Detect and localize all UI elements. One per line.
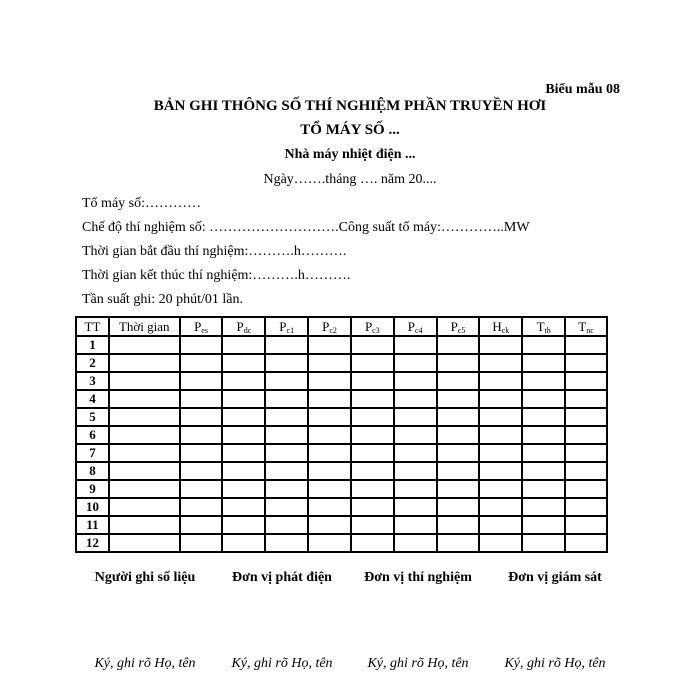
column-header-label: T — [536, 318, 545, 334]
table-cell — [180, 462, 223, 480]
table-cell — [265, 372, 308, 390]
table-row — [76, 480, 607, 498]
table-cell — [437, 516, 480, 534]
table-cell — [351, 336, 394, 354]
column-header-label: P — [364, 318, 373, 334]
table-cell — [180, 516, 223, 534]
table-row — [76, 372, 607, 390]
column-header-subscript: c5 — [457, 325, 466, 335]
table-cell — [308, 480, 351, 498]
row-number: 2 — [76, 354, 109, 372]
table-cell — [479, 480, 522, 498]
table-row — [76, 498, 607, 516]
table-cell — [180, 480, 223, 498]
table-cell — [351, 426, 394, 444]
column-header-label: Thời gian — [118, 318, 170, 334]
table-cell — [394, 390, 437, 408]
table-cell — [522, 534, 565, 552]
table-cell — [479, 462, 522, 480]
table-cell — [180, 498, 223, 516]
test-mode-field: Chế độ thí nghiệm số: ……………………….Công suất tổ máy:…………..MW — [82, 220, 530, 235]
column-header — [437, 317, 480, 336]
table-cell — [522, 426, 565, 444]
table-cell — [565, 534, 607, 552]
column-header-subscript: c4 — [415, 325, 423, 335]
table-cell — [265, 462, 308, 480]
table-cell — [222, 444, 265, 462]
column-header-label: P — [322, 318, 330, 334]
table-cell — [222, 390, 265, 408]
table-cell — [109, 480, 180, 498]
table-cell — [394, 444, 437, 462]
table-cell — [109, 516, 180, 534]
column-header-label: T — [578, 318, 587, 334]
table-cell — [109, 336, 180, 354]
table-cell — [479, 408, 522, 426]
table-cell — [479, 354, 522, 372]
table-cell — [308, 390, 351, 408]
column-header — [308, 317, 351, 336]
table-cell — [308, 516, 351, 534]
table-cell — [394, 534, 437, 552]
date-line: Ngày…….tháng …. năm 20.... — [263, 172, 437, 187]
table-cell — [565, 372, 607, 390]
column-header-subscript: es — [201, 325, 208, 335]
column-header — [479, 317, 522, 336]
table-cell — [522, 462, 565, 480]
column-header — [222, 317, 265, 336]
row-number: 10 — [76, 498, 109, 516]
table-cell — [479, 498, 522, 516]
table-cell — [180, 372, 223, 390]
table-cell — [565, 462, 607, 480]
table-cell — [109, 462, 180, 480]
row-number: 5 — [76, 408, 109, 426]
row-number: 7 — [76, 444, 109, 462]
row-number: 12 — [76, 534, 109, 552]
column-header-label: TT — [84, 318, 101, 334]
row-number: 3 — [76, 372, 109, 390]
table-cell — [565, 354, 607, 372]
table-cell — [351, 372, 394, 390]
row-number: 8 — [76, 462, 109, 480]
column-header — [265, 317, 308, 336]
table-cell — [265, 498, 308, 516]
table-cell — [222, 498, 265, 516]
table-cell — [437, 444, 480, 462]
column-header-label: P — [279, 318, 287, 334]
column-header-subscript: ck — [501, 325, 510, 335]
table-cell — [351, 462, 394, 480]
table-cell — [109, 498, 180, 516]
column-header-subscript: th — [544, 325, 551, 335]
table-body — [76, 336, 607, 552]
table-cell — [437, 372, 480, 390]
table-cell — [522, 480, 565, 498]
table-cell — [394, 426, 437, 444]
table-cell — [222, 372, 265, 390]
column-header — [180, 317, 223, 336]
column-header-label: P — [450, 318, 458, 334]
column-header-subscript: c3 — [372, 325, 380, 335]
table-cell — [394, 372, 437, 390]
unit-no-field: Tổ máy số:………… — [82, 196, 201, 211]
column-header — [522, 317, 565, 336]
table-cell — [437, 462, 480, 480]
table-cell — [351, 390, 394, 408]
table-cell — [222, 336, 265, 354]
table-cell — [308, 408, 351, 426]
table-cell — [180, 534, 223, 552]
table-cell — [351, 408, 394, 426]
column-header-label: P — [236, 318, 244, 334]
table-cell — [565, 444, 607, 462]
column-header-label: P — [194, 318, 202, 334]
table-cell — [565, 336, 607, 354]
document-title: BẢN GHI THÔNG SỐ THÍ NGHIỆM PHẦN TRUYỀN HƠI — [153, 98, 547, 114]
signature-instruction: Ký, ghi rõ Họ, tên — [367, 656, 469, 671]
table-cell — [265, 336, 308, 354]
start-time-field: Thời gian bắt đầu thí nghiệm:……….h………. — [82, 244, 347, 259]
table-cell — [109, 354, 180, 372]
table-cell — [180, 444, 223, 462]
column-header-subscript: c1 — [286, 325, 295, 335]
column-header — [109, 317, 180, 336]
table-cell — [437, 408, 480, 426]
table-cell — [308, 354, 351, 372]
signature-title: Đơn vị thí nghiệm — [364, 570, 472, 585]
table-cell — [565, 498, 607, 516]
row-number: 9 — [76, 480, 109, 498]
table-cell — [437, 498, 480, 516]
table-cell — [565, 480, 607, 498]
column-header — [351, 317, 394, 336]
table-cell — [109, 444, 180, 462]
table-cell — [308, 426, 351, 444]
table-cell — [437, 534, 480, 552]
table-cell — [565, 426, 607, 444]
table-cell — [437, 426, 480, 444]
table-cell — [265, 390, 308, 408]
table-row — [76, 444, 607, 462]
column-header-subscript: nc — [586, 325, 594, 335]
table-cell — [394, 516, 437, 534]
signature-title: Đơn vị phát điện — [232, 570, 332, 585]
plant-name: Nhà máy nhiệt điện ... — [284, 147, 416, 162]
table-cell — [522, 336, 565, 354]
column-header-label: H — [492, 318, 502, 334]
table-header-row — [76, 317, 607, 336]
table-cell — [180, 354, 223, 372]
table-cell — [565, 408, 607, 426]
table-cell — [222, 408, 265, 426]
table-cell — [394, 498, 437, 516]
table-cell — [308, 336, 351, 354]
table-cell — [222, 354, 265, 372]
table-cell — [394, 408, 437, 426]
table-cell — [265, 444, 308, 462]
table-cell — [222, 534, 265, 552]
table-row — [76, 336, 607, 354]
form-code: Biểu mẫu 08 — [545, 82, 620, 97]
frequency-field: Tần suất ghi: 20 phút/01 lần. — [82, 292, 243, 307]
table-row — [76, 390, 607, 408]
table-cell — [351, 480, 394, 498]
signature-title: Đơn vị giám sát — [508, 570, 602, 585]
row-number: 11 — [76, 516, 109, 534]
table-cell — [522, 354, 565, 372]
table-cell — [351, 516, 394, 534]
table-cell — [522, 372, 565, 390]
table-cell — [308, 462, 351, 480]
signature-title: Người ghi số liệu — [94, 570, 196, 585]
end-time-field: Thời gian kết thúc thí nghiệm:……….h………. — [82, 268, 351, 283]
table-cell — [522, 390, 565, 408]
signature-instruction: Ký, ghi rõ Họ, tên — [94, 656, 196, 671]
table-cell — [265, 480, 308, 498]
column-header — [394, 317, 437, 336]
signature-instruction: Ký, ghi rõ Họ, tên — [504, 656, 606, 671]
column-header — [565, 317, 607, 336]
table-cell — [222, 462, 265, 480]
table-cell — [479, 336, 522, 354]
table-row — [76, 516, 607, 534]
table-cell — [351, 444, 394, 462]
table-cell — [522, 444, 565, 462]
table-cell — [479, 516, 522, 534]
table-cell — [265, 516, 308, 534]
table-cell — [479, 444, 522, 462]
table-cell — [437, 354, 480, 372]
table-cell — [265, 534, 308, 552]
table-cell — [265, 354, 308, 372]
signature-instruction: Ký, ghi rõ Họ, tên — [231, 656, 333, 671]
table-cell — [109, 408, 180, 426]
table-cell — [437, 480, 480, 498]
column-header-subscript: c2 — [329, 325, 337, 335]
table-cell — [109, 390, 180, 408]
table-cell — [437, 390, 480, 408]
table-cell — [308, 444, 351, 462]
table-cell — [565, 390, 607, 408]
table-cell — [479, 534, 522, 552]
table-cell — [180, 336, 223, 354]
table-cell — [308, 372, 351, 390]
table-cell — [265, 426, 308, 444]
table-cell — [222, 516, 265, 534]
table-cell — [479, 390, 522, 408]
table-cell — [394, 336, 437, 354]
table-cell — [265, 408, 308, 426]
table-row — [76, 534, 607, 552]
table-cell — [308, 498, 351, 516]
table-cell — [522, 408, 565, 426]
row-number: 4 — [76, 390, 109, 408]
table-cell — [479, 426, 522, 444]
table-cell — [308, 534, 351, 552]
document-subtitle: TỔ MÁY SỐ ... — [300, 122, 400, 138]
table-cell — [565, 516, 607, 534]
table-cell — [109, 426, 180, 444]
table-row — [76, 354, 607, 372]
table-row — [76, 426, 607, 444]
table-cell — [222, 426, 265, 444]
table-cell — [394, 480, 437, 498]
table-cell — [437, 336, 480, 354]
table-row — [76, 408, 607, 426]
table-cell — [522, 498, 565, 516]
row-number: 1 — [76, 336, 109, 354]
table-cell — [351, 498, 394, 516]
table-cell — [394, 462, 437, 480]
table-cell — [180, 408, 223, 426]
table-cell — [180, 390, 223, 408]
table-cell — [109, 534, 180, 552]
column-header — [76, 317, 109, 336]
row-number: 6 — [76, 426, 109, 444]
table-row — [76, 462, 607, 480]
table-cell — [180, 426, 223, 444]
table-cell — [222, 480, 265, 498]
table-cell — [479, 372, 522, 390]
table-cell — [109, 372, 180, 390]
table-cell — [351, 534, 394, 552]
table-cell — [394, 354, 437, 372]
table-cell — [351, 354, 394, 372]
column-header-label: P — [407, 318, 415, 334]
table-cell — [522, 516, 565, 534]
column-header-subscript: dc — [243, 325, 252, 335]
measurement-table — [75, 316, 608, 553]
